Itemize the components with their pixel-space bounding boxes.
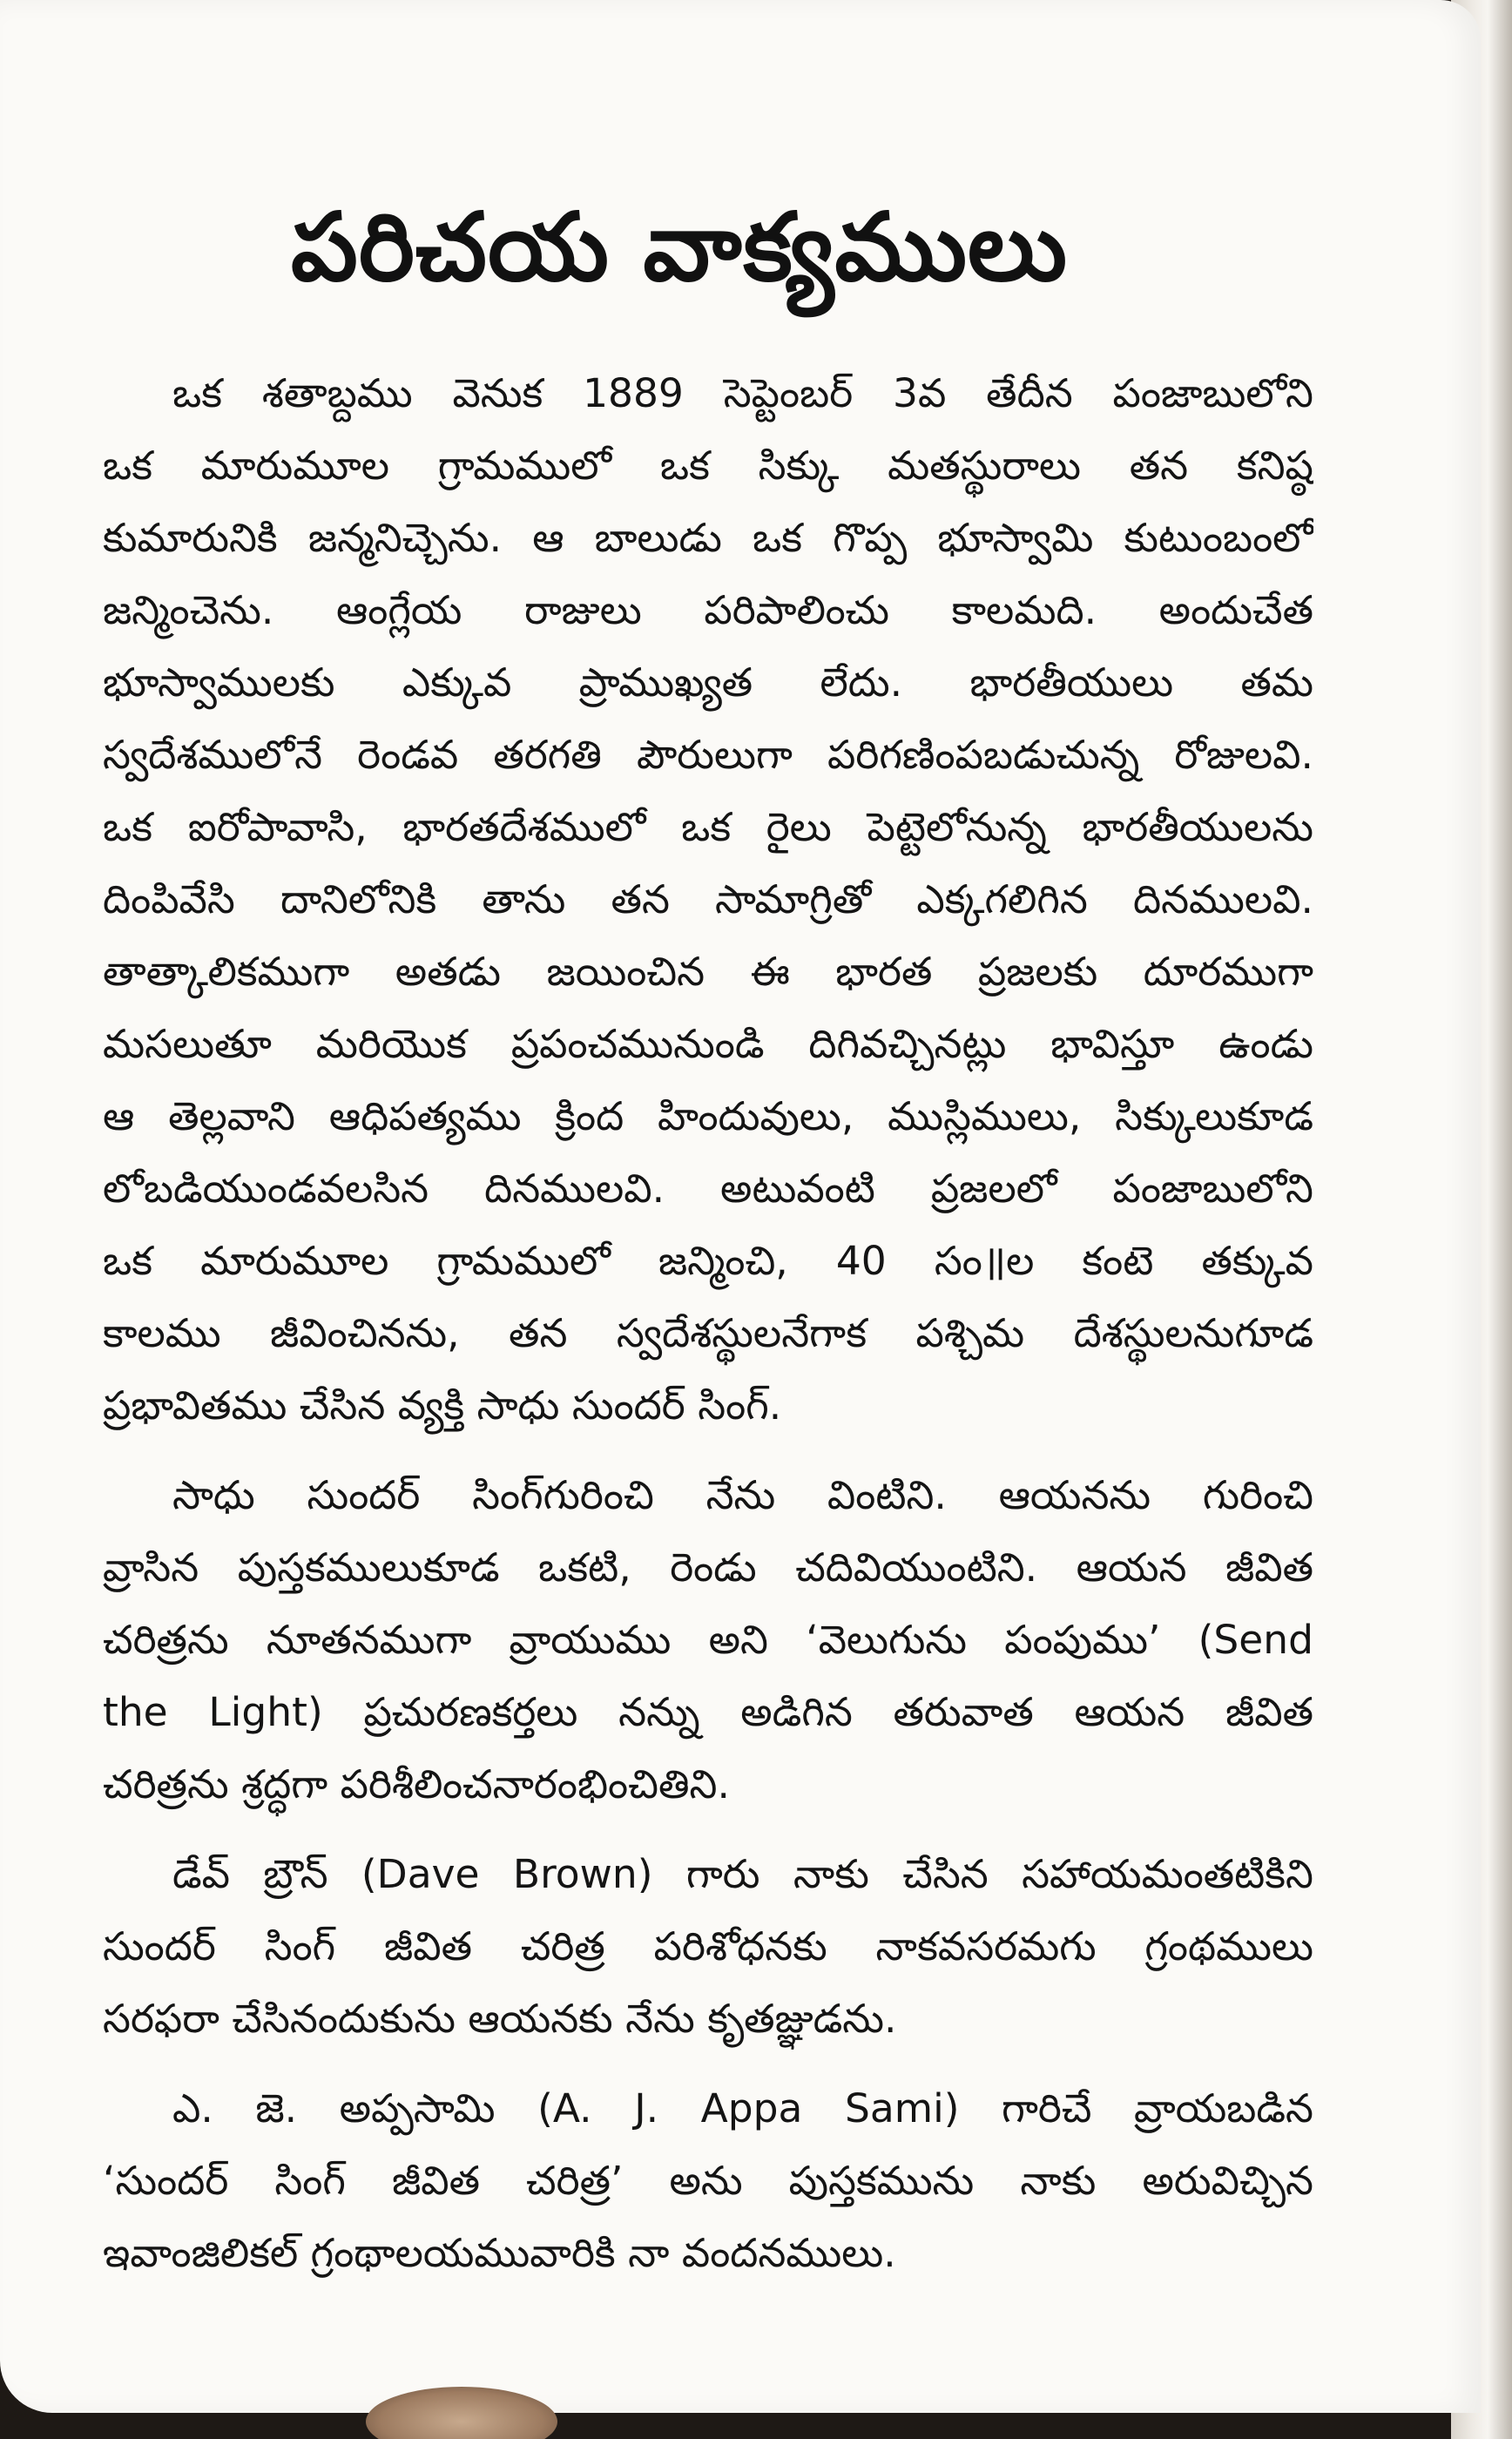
- page-heading: పరిచయ వాక్యములు: [291, 193, 1068, 302]
- body-text: [103, 357, 1313, 2307]
- text-line: ఆ తెల్లవాని ఆధిపత్యము క్రింద హిందువులు, ముస్లిములు, సిక్కులుకూడ: [103, 1093, 1313, 1139]
- paragraph: [103, 1459, 1313, 1821]
- text-line: సుందర్ సింగ్ జీవిత చరిత్ర పరిశోధనకు నాకవసరమగు గ్రంథములు: [103, 1923, 1313, 1969]
- paragraph: [103, 2072, 1313, 2289]
- text-line: ఒక మారుమూల గ్రామములో జన్మించి, 40 సం॥ల కంటె తక్కువ: [103, 1238, 1313, 1284]
- text-line: చరిత్రను నూతనముగా వ్రాయుము అని ‘వెలుగును పంపుము’ (Send: [103, 1617, 1313, 1663]
- text-line: కాలము జీవించినను, తన స్వదేశస్థులనేగాక పశ్చిమ దేశస్థులనుగూడ: [103, 1310, 1313, 1356]
- text-line: దింపివేసి దానిలోనికి తాను తన సామాగ్రితో ఎక్కగలిగిన దినములవి.: [103, 876, 1313, 922]
- text-line: కుమారునికి జన్మనిచ్చెను. ఆ బాలుడు ఒక గొప్ప భూస్వామి కుటుంబంలో: [103, 515, 1313, 561]
- text-line: స్వదేశములోనే రెండవ తరగతి పౌరులుగా పరిగణింపబడుచున్న రోజులవి.: [103, 732, 1313, 778]
- text-line: ‘సుందర్ సింగ్ జీవిత చరిత్ర’ అను పుస్తకమును నాకు అరువిచ్చిన: [103, 2158, 1313, 2204]
- text-line: సరఫరా చేసినందుకును ఆయనకు నేను కృతజ్ఞుడను.: [103, 1996, 897, 2042]
- text-line: వ్రాసిన పుస్తకములుకూడ ఒకటి, రెండు చదివియుంటిని. ఆయన జీవిత: [103, 1544, 1313, 1591]
- text-line: చరిత్రను శ్రద్ధగా పరిశీలించనారంభించితిని.: [103, 1761, 730, 1807]
- text-line: ఒక ఐరోపావాసి, భారతదేశములో ఒక రైలు పెట్టెలోనున్న భారతీయులను: [103, 804, 1313, 850]
- text-line: ఒక మారుమూల గ్రామములో ఒక సిక్కు మతస్థురాలు తన కనిష్ఠ: [103, 443, 1313, 489]
- text-line: సాధు సుందర్ సింగ్‌గురించి నేను వింటిని. ఆయనను గురించి: [172, 1472, 1313, 1518]
- text-line: ప్రభావితము చేసిన వ్యక్తి సాధు సుందర్ సింగ్.: [103, 1382, 782, 1429]
- text-line: భూస్వాములకు ఎక్కువ ప్రాముఖ్యత లేదు. భారతీయులు తమ: [103, 659, 1313, 706]
- paragraph: [103, 357, 1313, 1442]
- text-line: ఒక శతాబ్దము వెనుక 1889 సెప్టెంబర్ 3వ తేదీన పంజాబులోని: [172, 370, 1313, 416]
- text-line: ఎ. జె. అప్పసామి (A. J. Appa Sami) గారిచే వ్రాయబడిన: [172, 2085, 1313, 2132]
- paragraph: [103, 1838, 1313, 2055]
- text-line: జన్మించెను. ఆంగ్లేయ రాజులు పరిపాలించు కాలమది. అందుచేత: [103, 587, 1313, 633]
- text-line: the Light) ప్రచురణకర్తలు నన్ను అడిగిన తరువాత ఆయన జీవిత: [103, 1689, 1313, 1735]
- text-line: డేవ్ బ్రౌన్ (Dave Brown) గారు నాకు చేసిన సహాయమంతటికిని: [172, 1851, 1313, 1897]
- text-line: తాత్కాలికముగా అతడు జయించిన ఈ భారత ప్రజలకు దూరముగా: [103, 949, 1313, 995]
- text-line: మసలుతూ మరియొక ప్రపంచమునుండి దిగివచ్చినట్లు భావిస్తూ ఉండు: [103, 1021, 1313, 1067]
- text-line: ఇవాంజిలికల్ గ్రంథాలయమువారికి నా వందనములు.: [103, 2230, 896, 2276]
- text-line: లోబడియుండవలసిన దినములవి. అటువంటి ప్రజలలో పంజాబులోని: [103, 1165, 1313, 1212]
